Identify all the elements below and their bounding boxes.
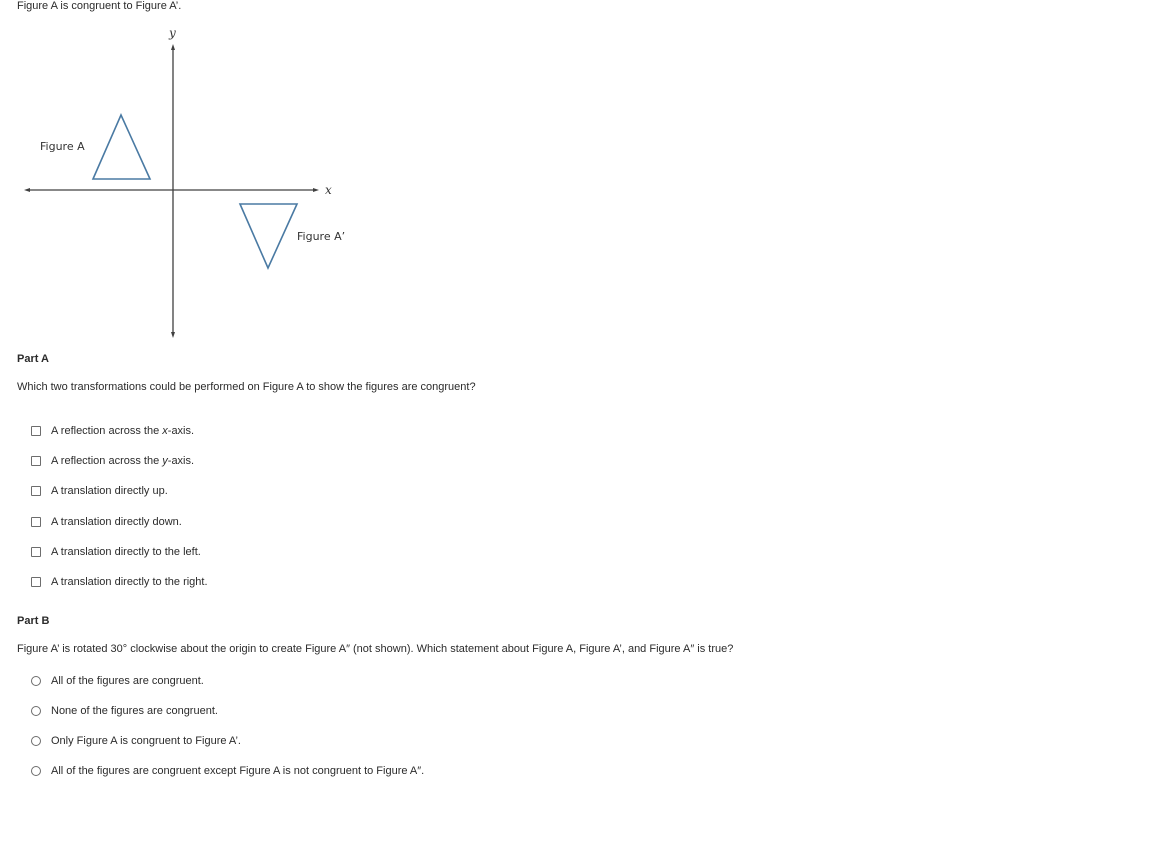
- part-a-option-3[interactable]: [31, 483, 168, 499]
- coordinate-figure: [0, 20, 360, 345]
- y-axis-arrow-bottom: [171, 332, 175, 338]
- figure-a-label: Figure A: [40, 140, 85, 153]
- x-axis-arrow-left: [24, 188, 30, 192]
- triangle-figure-a: [93, 115, 150, 179]
- option-label: A translation directly down.: [51, 516, 182, 528]
- intro-text: Figure A is congruent to Figure A’.: [17, 0, 182, 12]
- option-label: A translation directly to the right.: [51, 576, 208, 588]
- option-label: Only Figure A is congruent to Figure A’.: [51, 735, 241, 747]
- triangle-figure-a-prime: [240, 204, 297, 268]
- checkbox[interactable]: [31, 426, 41, 436]
- checkbox[interactable]: [31, 456, 41, 466]
- checkbox[interactable]: [31, 486, 41, 496]
- option-label: A translation directly to the left.: [51, 546, 201, 558]
- part-b-question: Figure A’ is rotated 30° clockwise about the origin to create Figure A″ (not shown). Which statement about Figure A, Figure A’, and Figure A″ is true?: [17, 643, 734, 655]
- part-a-heading: Part A: [17, 353, 49, 365]
- figure-a-prime-label: Figure A’: [297, 230, 346, 243]
- y-axis-label: y: [169, 26, 176, 40]
- part-a-option-2[interactable]: [31, 453, 194, 469]
- part-b-option-4[interactable]: [31, 763, 424, 779]
- part-a-option-5[interactable]: [31, 544, 201, 560]
- part-b-option-2[interactable]: [31, 703, 218, 719]
- checkbox[interactable]: [31, 517, 41, 527]
- option-label: None of the figures are congruent.: [51, 705, 218, 717]
- part-a-option-4[interactable]: [31, 514, 182, 530]
- part-b-option-3[interactable]: [31, 733, 241, 749]
- radio-button[interactable]: [31, 706, 41, 716]
- checkbox[interactable]: [31, 577, 41, 587]
- option-label: All of the figures are congruent except Figure A is not congruent to Figure A″.: [51, 765, 425, 777]
- part-b-heading: Part B: [17, 615, 50, 627]
- x-axis-arrow-right: [313, 188, 319, 192]
- radio-button[interactable]: [31, 676, 41, 686]
- radio-button[interactable]: [31, 766, 41, 776]
- part-b-option-1[interactable]: [31, 673, 204, 689]
- option-label: All of the figures are congruent.: [51, 675, 204, 687]
- option-label: A reflection across the x-axis.: [51, 425, 195, 437]
- option-label: A reflection across the y-axis.: [51, 455, 195, 467]
- part-a-option-6[interactable]: [31, 574, 208, 590]
- part-a-option-1[interactable]: [31, 423, 194, 439]
- radio-button[interactable]: [31, 736, 41, 746]
- option-label: A translation directly up.: [51, 485, 168, 497]
- x-axis-label: x: [325, 183, 332, 197]
- part-a-question: Which two transformations could be performed on Figure A to show the figures are congruent?: [17, 381, 476, 393]
- y-axis-arrow-top: [171, 44, 175, 50]
- checkbox[interactable]: [31, 547, 41, 557]
